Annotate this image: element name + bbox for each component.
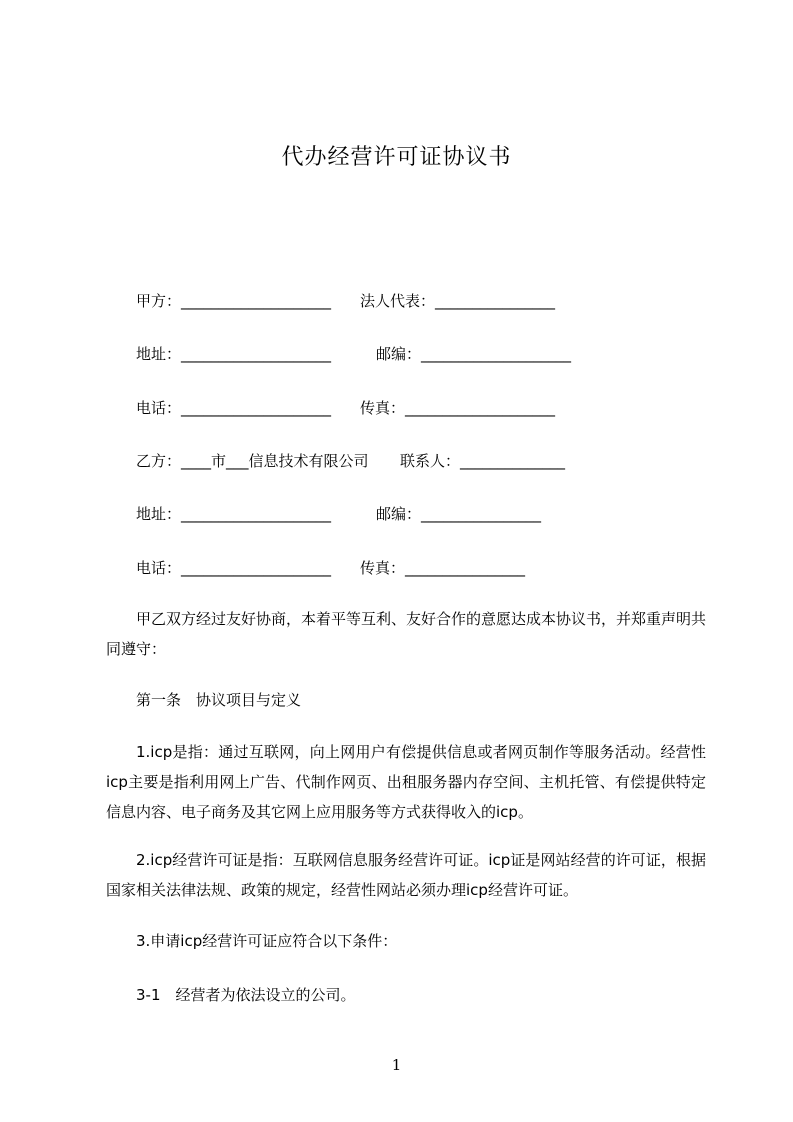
party-a-address-field: 地址：____________________	[136, 345, 332, 363]
article-1-heading: 第一条 协议项目与定义	[136, 691, 302, 709]
clause-3-paragraph: 3.申请icp经营许可证应符合以下条件：	[136, 932, 398, 950]
party-b-postcode-field: 邮编：________________	[376, 505, 542, 523]
intro-paragraph: 甲乙双方经过友好协商，本着平等互利、友好合作的意愿达成本协议书，并郑重声明共同遵守：	[106, 610, 707, 658]
party-b-address-field: 地址：____________________	[136, 505, 332, 523]
clause-2-paragraph: 2.icp经营许可证是指：互联网信息服务经营许可证。icp证是网站经营的许可证，根据国家相关法律法规、政策的规定，经营性网站必须办理icp经营许可证。	[106, 851, 706, 899]
party-a-postcode-field: 邮编：____________________	[376, 345, 572, 363]
page-number: 1	[391, 1056, 402, 1074]
party-a-phone-field: 电话：____________________	[136, 399, 332, 417]
party-b-fax-field: 传真：________________	[360, 559, 526, 577]
clause-1-paragraph: 1.icp是指：通过互联网，向上网用户有偿提供信息或者网页制作等服务活动。经营性icp主要是指利用网上广告、代制作网页、出租服务器内存空间、主机托管、有偿提供特定信息内容、电子商务及其它网上应用服务等方式获得收入的icp。	[106, 743, 706, 821]
party-b-phone-field: 电话：____________________	[136, 559, 332, 577]
clause-3-1-paragraph: 3-1 经营者为依法设立的公司。	[136, 986, 356, 1004]
party-a-name-field: 甲方：____________________	[136, 292, 332, 310]
party-a-legal-rep-field: 法人代表：________________	[360, 292, 556, 310]
party-a-fax-field: 传真：____________________	[360, 399, 556, 417]
document-title: 代办经营许可证协议书	[281, 145, 512, 170]
party-b-contact-field: 联系人：______________	[400, 452, 566, 470]
party-b-name-field: 乙方：____市___信息技术有限公司	[136, 452, 369, 470]
